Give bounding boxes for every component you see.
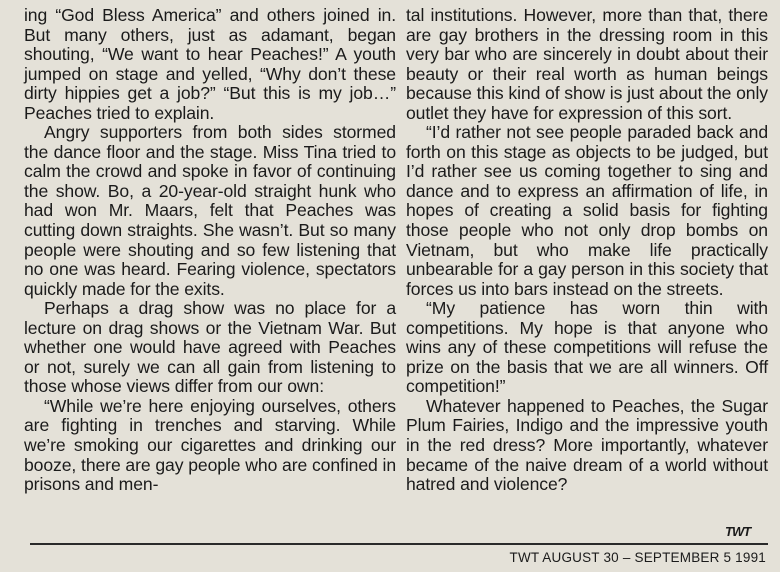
article-paragraph: “My patience has worn thin with competitions. My hope is that anyone who wins any of these competitions will refuse the prize on the basis that we are all winners. Off competition!” [406,298,768,397]
article-paragraph: ing “God Bless America” and others joined in. But many others, just as adamant, began shouting, “We want to hear Peaches!” A youth jumped on stage and yelled, “Why don’t these dirty hippies get a job?” “But this is my job…” Peaches tried to explain. [24,5,396,123]
article-paragraph: Angry supporters from both sides stormed the dance floor and the stage. Miss Tina tried to calm the crowd and spoke in favor of continuing the show. Bo, a 20-year-old straight hunk who had won Mr. Maars, felt that Peaches was cutting down straights. She wasn’t. But so many people were shouting and so few listening that no one was heard. Fearing violence, spectators quickly made for the exits. [24,122,396,299]
article-paragraph: Perhaps a drag show was no place for a lecture on drag shows or the Vietnam War. But whether one would have agreed with Peaches or not, surely we can all gain from listening to those whose views differ from our own: [24,298,396,397]
article-paragraph: “I’d rather not see people paraded back and forth on this stage as objects to be judged, but I’d rather see us coming together to sing and dance and to express an affirmation of life, in hopes of creating a solid basis for fighting those people who not only drop bombs on Vietnam, but who make life practically unbearable for a gay person in this society that forces us into bars instead on the streets. [406,122,768,299]
footer-rule [30,543,768,545]
article-paragraph: Whatever happened to Peaches, the Sugar Plum Fairies, Indigo and the impressive youth in the red dress? More importantly, whatever became of the naive dream of a world without hatred and violence? [406,395,768,495]
article-end-mark: TWT [725,524,751,539]
page-footer-issue: TWT AUGUST 30 – SEPTEMBER 5 1991 [509,550,766,565]
article-paragraph: tal institutions. However, more than that, there are gay brothers in the dressing room in this very bar who are sincerely in doubt about their beauty or their real worth as human beings because this kind of show is just about the only outlet they have for expression of this sort. [406,5,768,123]
article-column-right [406,6,768,495]
article-column-left [24,6,396,495]
article-paragraph: “While we’re here enjoying ourselves, others are fighting in trenches and starving. While we’re smoking our cigarettes and drinking our booze, there are gay people who are confined in prisons and men- [24,395,396,495]
